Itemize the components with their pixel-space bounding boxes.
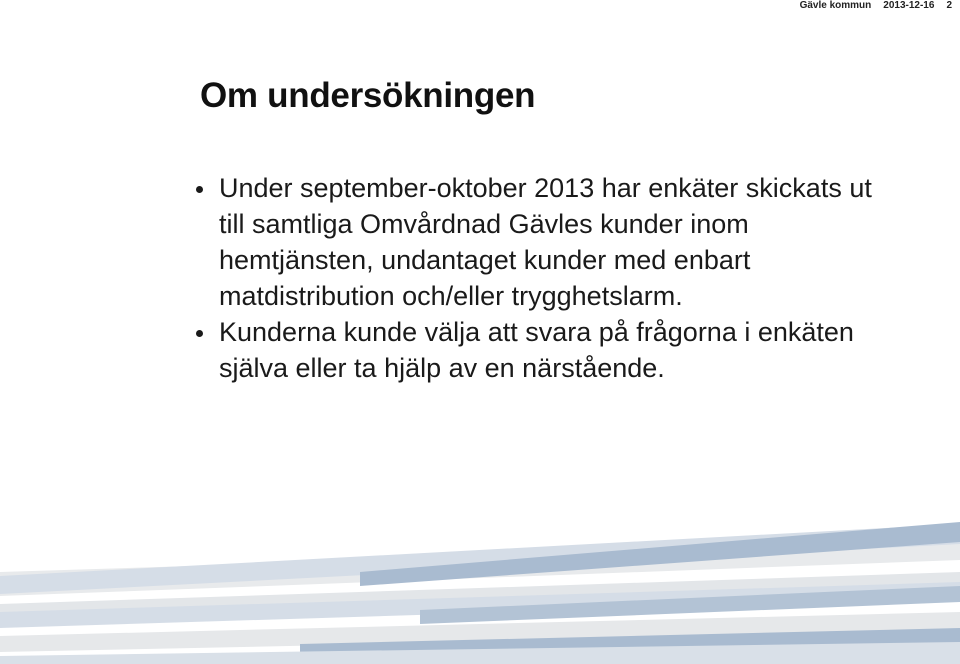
bullet-dot-icon xyxy=(196,186,203,193)
bullet-list xyxy=(190,170,890,386)
bullet-dot-icon xyxy=(196,330,203,337)
bullet-item xyxy=(190,170,890,314)
bullet-text: Under september-oktober 2013 har enkäter skickats ut till samtliga Omvårdnad Gävles kunder inom hemtjänsten, undantaget kunder med enbart matdistribution och/eller trygghetslarm. xyxy=(219,173,872,311)
decorative-stripes xyxy=(0,500,960,664)
header-date: 2013-12-16 xyxy=(883,0,935,11)
bullet-text: Kunderna kunde välja att svara på frågorna i enkäten själva eller ta hjälp av en närstående. xyxy=(219,317,854,383)
slide-title: Om undersökningen xyxy=(200,76,536,115)
header-page-number: 2 xyxy=(946,0,952,11)
header-organization: Gävle kommun xyxy=(799,0,872,11)
bullet-item xyxy=(190,314,890,386)
page-header xyxy=(800,0,952,12)
